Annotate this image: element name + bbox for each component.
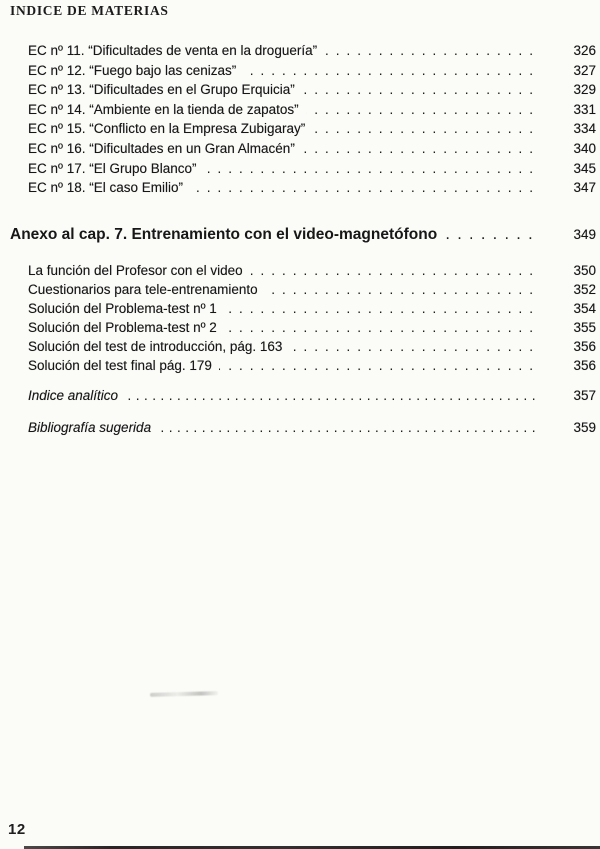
dot-leader [219, 357, 540, 376]
toc-entry-title: EC nº 16. “Dificultades en un Gran Almacén” [28, 140, 295, 156]
toc-entry-title: Solución del Problema-test nº 1 [28, 300, 217, 316]
toc-row [28, 300, 596, 319]
toc-row [28, 357, 596, 376]
toc-row [28, 80, 596, 100]
toc-entry-title: Bibliografía sugerida [28, 420, 152, 435]
toc-heading-page: 349 [573, 227, 596, 242]
folio-page-number: 12 [8, 821, 26, 838]
toc-row [28, 262, 596, 281]
toc-entry-page: 347 [573, 180, 596, 196]
toc-section-case-studies [28, 41, 596, 198]
toc-row [28, 61, 596, 81]
toc-entry-title: EC nº 12. “Fuego bajo las cenizas” [28, 62, 237, 78]
toc-entry-title: EC nº 14. “Ambiente en la tienda de zapatos” [28, 101, 299, 117]
toc-entry-page: 356 [573, 338, 596, 354]
dot-leader [312, 119, 540, 139]
toc-entry-page: 331 [573, 101, 596, 117]
toc-entry-page: 350 [573, 263, 596, 278]
toc-entry-title: EC nº 11. “Dificultades de venta en la droguería” [28, 43, 318, 58]
toc-entry-page: 359 [573, 420, 596, 435]
toc-entry-page: 357 [573, 388, 596, 403]
toc-row [28, 418, 596, 438]
toc-entry-page: 329 [573, 82, 596, 98]
toc-entry-title: EC nº 15. “Conflicto en la Empresa Zubigaray” [28, 121, 306, 137]
dot-leader [250, 262, 540, 281]
toc-heading-anexo [10, 224, 596, 245]
toc-row [28, 386, 596, 406]
toc-row [28, 139, 596, 159]
dot-leader [324, 41, 540, 61]
toc-row [28, 100, 596, 120]
toc-row [28, 119, 596, 139]
toc-entry-title: EC nº 17. “El Grupo Blanco” [28, 160, 197, 176]
toc-entry-title: Solución del test de introducción, pág. 163 [28, 338, 283, 354]
scan-smudge-artifact [150, 691, 218, 697]
dot-leader [160, 418, 540, 438]
dot-leader [190, 178, 540, 198]
toc-entry-page: 345 [573, 160, 596, 176]
toc-entry-page: 355 [573, 319, 596, 335]
toc-entry-page: 354 [573, 300, 596, 316]
toc-entry-title: Solución del Problema-test nº 2 [28, 319, 217, 335]
toc-section-anexo-items [28, 262, 596, 375]
toc-entry-title: EC nº 18. “El caso Emilio” [28, 180, 183, 196]
dot-leader [224, 300, 540, 319]
toc-row [28, 281, 596, 300]
toc-entry-title: Indice analítico [28, 388, 119, 403]
toc-entry-page: 356 [573, 357, 596, 373]
toc-row [28, 159, 596, 179]
dot-leader [204, 159, 540, 179]
toc-entry-title: Cuestionarios para tele-entrenamiento [28, 281, 258, 297]
toc-row [28, 178, 596, 198]
toc-entry-page: 340 [573, 140, 596, 156]
toc-row [28, 319, 596, 338]
toc-entry-page: 334 [573, 121, 596, 137]
running-header: INDICE DE MATERIAS [10, 3, 169, 18]
dot-leader [302, 139, 540, 159]
dot-leader [243, 61, 540, 81]
toc-entry-title: EC nº 13. “Dificultades en el Grupo Erquicia” [28, 82, 295, 98]
toc-entry-page: 326 [573, 43, 596, 58]
toc-row [28, 41, 596, 61]
dot-leader [306, 100, 540, 120]
toc-entry-page: 352 [573, 281, 596, 297]
toc-heading-title: Anexo al cap. 7. Entrenamiento con el video-magnetófono [10, 226, 438, 243]
toc-section-closing [28, 386, 596, 438]
dot-leader [265, 281, 540, 300]
dot-leader [444, 224, 540, 245]
dot-leader [127, 386, 540, 406]
dot-leader [224, 319, 540, 338]
toc-entry-page: 327 [573, 62, 596, 78]
toc-row [28, 338, 596, 357]
dot-leader [289, 338, 540, 357]
dot-leader [302, 80, 540, 100]
toc-entry-title: La función del Profesor con el video [28, 263, 243, 278]
toc-entry-title: Solución del test final pág. 179 [28, 357, 212, 373]
